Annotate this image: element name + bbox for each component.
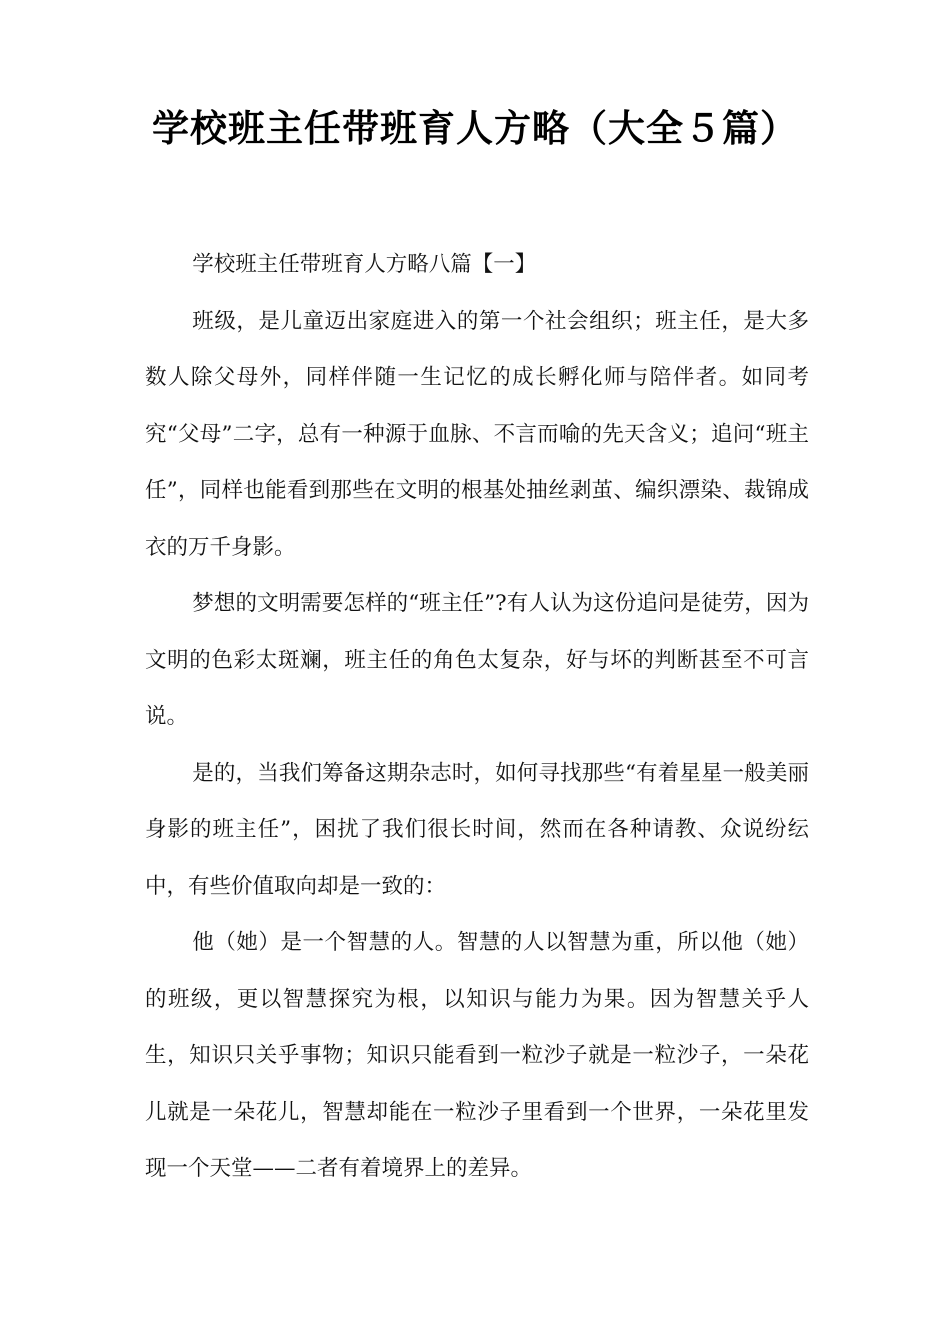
document-title: 学校班主任带班育人方略（大全５篇） <box>152 107 798 150</box>
document-body <box>145 237 809 1198</box>
body-paragraph: 是的，当我们筹备这期杂志时，如何寻找那些“有着星星一般美丽身影的班主任”，困扰了我们很长时间，然而在各种请教、众说纷纭中，有些价值取向却是一致的： <box>145 760 809 899</box>
section-heading: 学校班主任带班育人方略八篇【一】 <box>192 252 537 277</box>
body-paragraph: 梦想的文明需要怎样的“班主任”?有人认为这份追问是徒劳，因为文明的色彩太斑斓，班主任的角色太复杂，好与坏的判断甚至不可言说。 <box>145 591 809 729</box>
body-paragraph: 他（她）是一个智慧的人。智慧的人以智慧为重，所以他（她）的班级，更以智慧探究为根，以知识与能力为果。因为智慧关乎人生，知识只关乎事物；知识只能看到一粒沙子就是一粒沙子，一朵花儿就是一朵花儿，智慧却能在一粒沙子里看到一个世界，一朵花里发现一个天堂——二者有着境界上的差异。 <box>145 930 809 1181</box>
body-paragraph: 班级，是儿童迈出家庭进入的第一个社会组织；班主任，是大多数人除父母外，同样伴随一生记忆的成长孵化师与陪伴者。如同考究“父母”二字，总有一种源于血脉、不言而喻的先天含义；追问“班主任”，同样也能看到那些在文明的根基处抽丝剥茧、编织漂染、裁锦成衣的万千身影。 <box>145 308 809 560</box>
